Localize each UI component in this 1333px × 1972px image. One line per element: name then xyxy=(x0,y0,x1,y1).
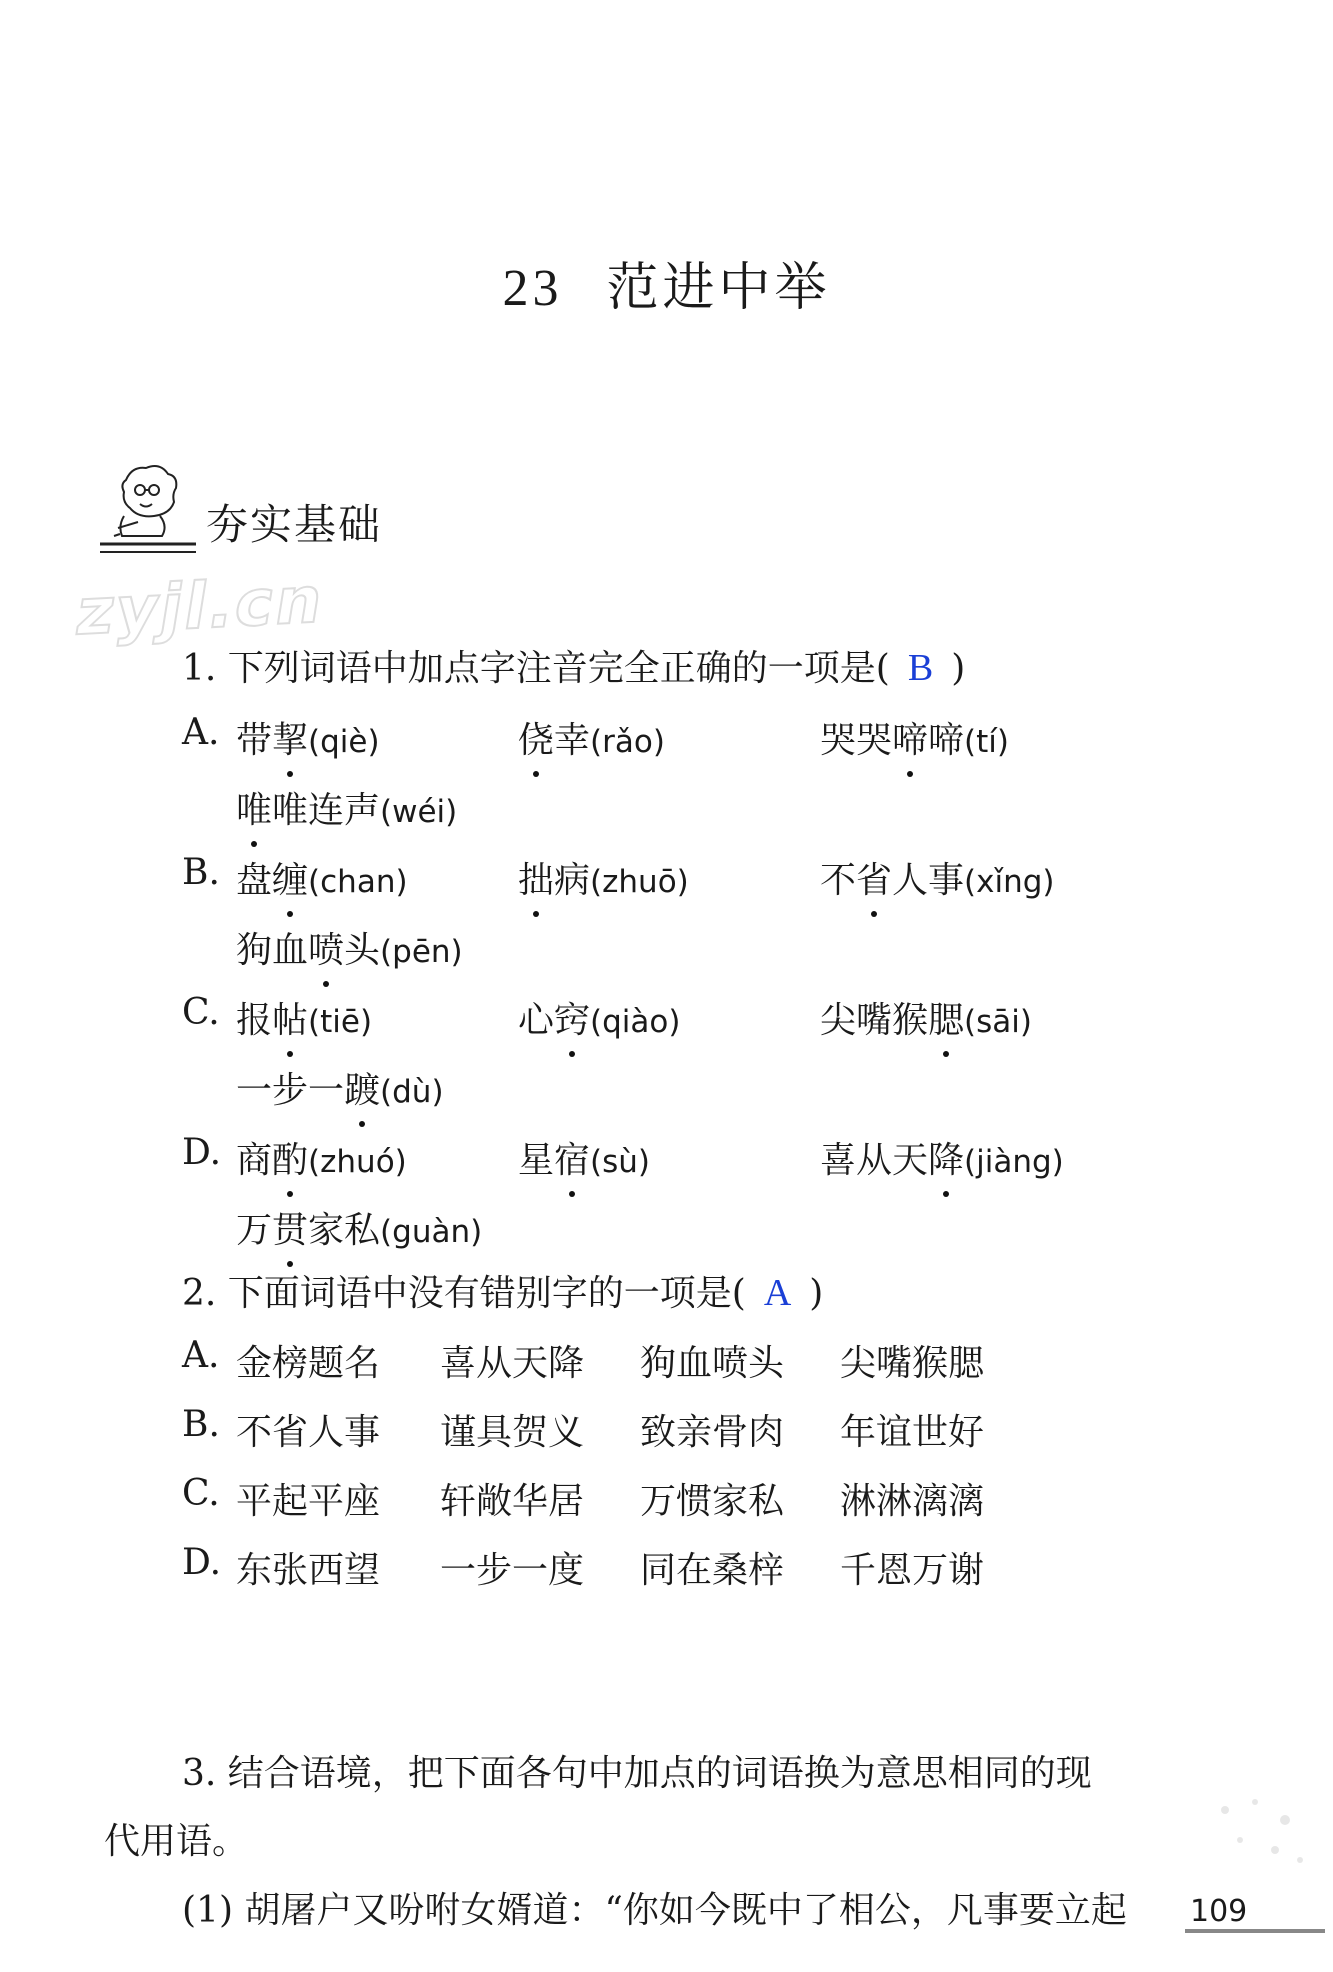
option-word: 一步一度 xyxy=(440,1550,585,1591)
emphasis-dot-char: 缠 xyxy=(272,852,308,903)
option-letter: C. xyxy=(182,992,220,1033)
option-item xyxy=(820,1132,1064,1183)
emphasis-dot-char: 省 xyxy=(856,852,892,903)
student-writing-icon xyxy=(96,458,206,558)
option-word: 一步一踱(dù) xyxy=(236,1070,444,1111)
option-item xyxy=(518,852,689,903)
option-letter: D. xyxy=(182,1132,222,1173)
option-item xyxy=(236,1132,407,1183)
page-title xyxy=(0,245,1333,320)
option-item xyxy=(518,992,680,1043)
option-item-extra xyxy=(236,782,457,833)
option-word: 万惯家私 xyxy=(640,1481,785,1522)
option-word: 哭哭啼啼(tí) xyxy=(820,720,1009,761)
option-letter: C. xyxy=(182,1473,220,1514)
emphasis-dot-char: 帖 xyxy=(272,992,308,1043)
emphasis-dot-char: 喷 xyxy=(308,922,344,973)
question-2-stem: 2. 下面词语中没有错别字的一项是( A ) xyxy=(182,1272,824,1314)
option-word: 金榜题名 xyxy=(236,1343,381,1384)
option-word: 商酌(zhuó) xyxy=(236,1140,407,1181)
option-letter: A. xyxy=(182,712,220,753)
option-item-extra xyxy=(236,922,463,973)
option-word: 星宿(sù) xyxy=(518,1140,650,1181)
option-word: 谨具贺义 xyxy=(440,1412,585,1453)
question-3-sub-1: (1) 胡屠户又吩咐女婿道：“你如今既中了相公，凡事要立起 xyxy=(182,1890,1127,1931)
option-word: 年谊世好 xyxy=(840,1412,985,1453)
option-letter: B. xyxy=(182,852,220,893)
option-word: 东张西望 xyxy=(236,1550,381,1591)
question-1-stem: 1. 下列词语中加点字注音完全正确的一项是( B ) xyxy=(182,647,966,689)
option-word: 尖嘴猴腮 xyxy=(840,1343,985,1384)
question-2-answer: A xyxy=(763,1272,792,1314)
option-word: 喜从天降 xyxy=(440,1343,585,1384)
lesson-number: 23 xyxy=(502,260,563,317)
option-item xyxy=(820,852,1055,903)
option-word: 轩敞华居 xyxy=(440,1481,585,1522)
emphasis-dot-char: 踱 xyxy=(344,1062,380,1113)
option-item xyxy=(518,712,665,763)
emphasis-dot-char: 挈 xyxy=(272,712,308,763)
option-word: 不省人事 xyxy=(236,1412,381,1453)
option-item xyxy=(236,992,372,1043)
emphasis-dot-char: 唯 xyxy=(236,782,272,833)
question-3-stem-cont: 代用语。 xyxy=(104,1821,249,1862)
option-item xyxy=(236,712,380,763)
option-word: 千恩万谢 xyxy=(840,1550,985,1591)
option-word: 同在桑梓 xyxy=(640,1550,785,1591)
option-word: 盘缠(chan) xyxy=(236,860,408,901)
emphasis-dot-char: 酌 xyxy=(272,1132,308,1183)
option-word: 万贯家私(guàn) xyxy=(236,1210,482,1251)
option-word: 不省人事(xǐng) xyxy=(820,860,1055,901)
question-3-stem: 3. 结合语境，把下面各句中加点的词语换为意思相同的现 xyxy=(182,1753,1092,1794)
option-word: 致亲骨肉 xyxy=(640,1412,785,1453)
option-word: 报帖(tiē) xyxy=(236,1000,372,1041)
option-word: 拙病(zhuō) xyxy=(518,860,689,901)
option-letter: D. xyxy=(182,1542,222,1583)
flower-decoration-icon xyxy=(1205,1790,1315,1880)
option-word: 带挈(qiè) xyxy=(236,720,380,761)
option-word: 侥幸(rǎo) xyxy=(518,720,665,761)
emphasis-dot-char: 侥 xyxy=(518,712,554,763)
watermark: zyjl.cn xyxy=(70,563,330,651)
option-letter: B. xyxy=(182,1404,220,1445)
emphasis-dot-char: 拙 xyxy=(518,852,554,903)
emphasis-dot-char: 窍 xyxy=(554,992,590,1043)
option-item xyxy=(236,852,408,903)
lesson-title: 范进中举 xyxy=(606,258,831,318)
option-word: 淋淋漓漓 xyxy=(840,1481,985,1522)
page-number: 109 xyxy=(1190,1894,1248,1929)
emphasis-dot-char: 腮 xyxy=(928,992,964,1043)
option-item-extra xyxy=(236,1062,444,1113)
option-word: 唯唯连声(wéi) xyxy=(236,790,457,831)
page-footer-bar xyxy=(1185,1929,1325,1933)
option-word: 狗血喷头(pēn) xyxy=(236,930,463,971)
option-word: 尖嘴猴腮(sāi) xyxy=(820,1000,1032,1041)
emphasis-dot-char: 降 xyxy=(928,1132,964,1183)
option-item xyxy=(820,712,1009,763)
option-letter: A. xyxy=(182,1335,220,1376)
emphasis-dot-char: 啼 xyxy=(892,712,928,763)
emphasis-dot-char: 宿 xyxy=(554,1132,590,1183)
section-heading xyxy=(96,458,456,558)
option-word: 平起平座 xyxy=(236,1481,381,1522)
option-item-extra xyxy=(236,1202,482,1253)
option-word: 心窍(qiào) xyxy=(518,1000,680,1041)
option-word: 喜从天降(jiàng) xyxy=(820,1140,1064,1181)
section-title: 夯实基础 xyxy=(206,500,383,549)
option-item xyxy=(820,992,1032,1043)
question-1-answer: B xyxy=(907,647,934,689)
option-item xyxy=(518,1132,650,1183)
option-word: 狗血喷头 xyxy=(640,1343,785,1384)
emphasis-dot-char: 贯 xyxy=(272,1202,308,1253)
